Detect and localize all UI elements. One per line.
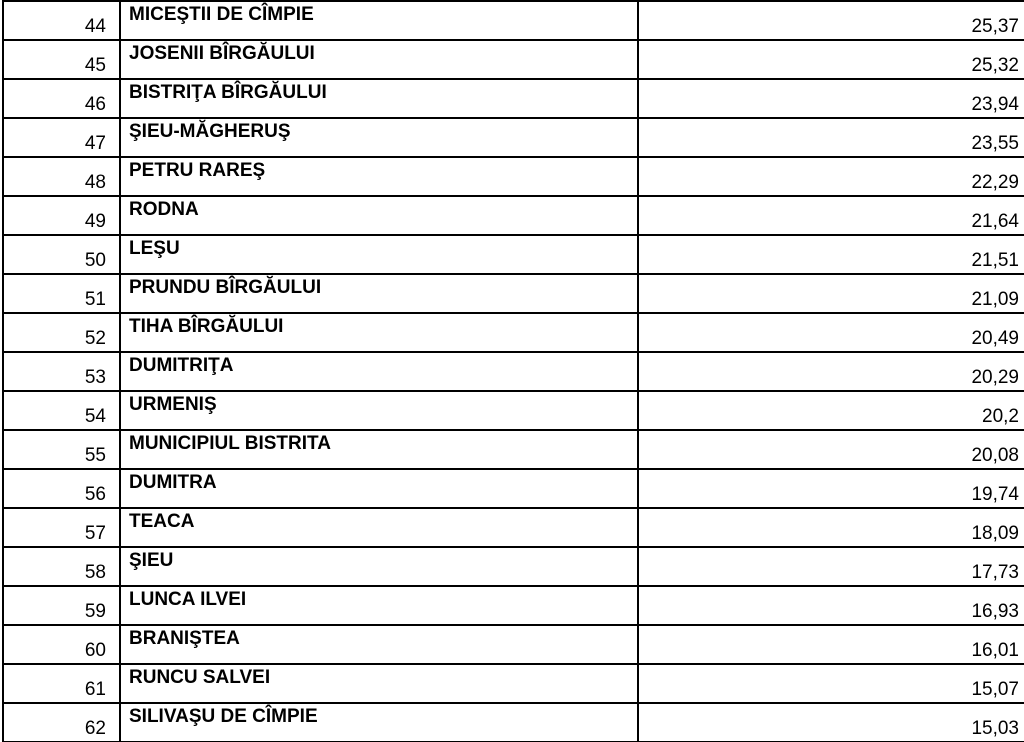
table-row: [4, 509, 1024, 548]
table-row: [4, 704, 1024, 742]
locality-name-cell: URMENIŞ: [121, 392, 639, 429]
value-cell: 20,08: [971, 445, 1019, 466]
row-number-cell: 44: [4, 2, 121, 39]
table-row: [4, 2, 1024, 41]
table-row: [4, 80, 1024, 119]
row-number-cell: 49: [4, 197, 121, 234]
table-row: [4, 236, 1024, 275]
locality-name-cell: PETRU RAREŞ: [121, 158, 639, 195]
table-row: [4, 314, 1024, 353]
locality-name-cell: DUMITRIŢA: [121, 353, 639, 390]
row-number-cell: 46: [4, 80, 121, 117]
value-cell: 20,49: [971, 328, 1019, 349]
table-row: [4, 119, 1024, 158]
row-number-cell: 45: [4, 41, 121, 78]
row-number-cell: 54: [4, 392, 121, 429]
table-row: [4, 275, 1024, 314]
locality-name-cell: BRANIŞTEA: [121, 626, 639, 663]
locality-name-cell: PRUNDU BÎRGĂULUI: [121, 275, 639, 312]
value-cell: 21,64: [971, 211, 1019, 232]
table-row: [4, 392, 1024, 431]
locality-name-cell: BISTRIŢA BÎRGĂULUI: [121, 80, 639, 117]
locality-name-cell: ŞIEU: [121, 548, 639, 585]
table-row: [4, 587, 1024, 626]
value-cell: 20,2: [982, 406, 1019, 427]
locality-name-cell: MICEŞTII DE CÎMPIE: [121, 2, 639, 39]
row-number-cell: 51: [4, 275, 121, 312]
locality-name-cell: DUMITRA: [121, 470, 639, 507]
locality-name-cell: LEŞU: [121, 236, 639, 273]
locality-name-cell: RODNA: [121, 197, 639, 234]
locality-name-cell: ŞIEU-MĂGHERUŞ: [121, 119, 639, 156]
table-row: [4, 431, 1024, 470]
table-row: [4, 470, 1024, 509]
locality-name-cell: TEACA: [121, 509, 639, 546]
locality-name-cell: JOSENII BÎRGĂULUI: [121, 41, 639, 78]
table-row: [4, 41, 1024, 80]
locality-name-cell: RUNCU SALVEI: [121, 665, 639, 702]
row-number-cell: 61: [4, 665, 121, 702]
value-cell: 23,94: [971, 94, 1019, 115]
row-number-cell: 52: [4, 314, 121, 351]
table-row: [4, 626, 1024, 665]
value-cell: 16,93: [971, 601, 1019, 622]
row-number-cell: 57: [4, 509, 121, 546]
locality-name-cell: LUNCA ILVEI: [121, 587, 639, 624]
table-row: [4, 548, 1024, 587]
row-number-cell: 50: [4, 236, 121, 273]
table-row: [4, 158, 1024, 197]
value-cell: 22,29: [971, 172, 1019, 193]
table-row: [4, 353, 1024, 392]
value-cell: 17,73: [971, 562, 1019, 583]
row-number-cell: 48: [4, 158, 121, 195]
value-cell: 19,74: [971, 484, 1019, 505]
row-number-cell: 56: [4, 470, 121, 507]
row-number-cell: 59: [4, 587, 121, 624]
row-number-cell: 62: [4, 704, 121, 741]
table-row: [4, 197, 1024, 236]
locality-name-cell: MUNICIPIUL BISTRITA: [121, 431, 639, 468]
row-number-cell: 55: [4, 431, 121, 468]
value-cell: 25,37: [971, 16, 1019, 37]
table-row: [4, 665, 1024, 704]
row-number-cell: 60: [4, 626, 121, 663]
value-cell: 15,03: [971, 718, 1019, 739]
value-cell: 20,29: [971, 367, 1019, 388]
value-cell: 23,55: [971, 133, 1019, 154]
row-number-cell: 47: [4, 119, 121, 156]
locality-name-cell: SILIVAŞU DE CÎMPIE: [121, 704, 639, 741]
value-cell: 21,51: [971, 250, 1019, 271]
value-cell: 15,07: [971, 679, 1019, 700]
localities-table: [2, 0, 1024, 742]
row-number-cell: 58: [4, 548, 121, 585]
value-cell: 21,09: [971, 289, 1019, 310]
value-cell: 25,32: [971, 55, 1019, 76]
value-cell: 18,09: [971, 523, 1019, 544]
locality-name-cell: TIHA BÎRGĂULUI: [121, 314, 639, 351]
row-number-cell: 53: [4, 353, 121, 390]
value-cell: 16,01: [971, 640, 1019, 661]
